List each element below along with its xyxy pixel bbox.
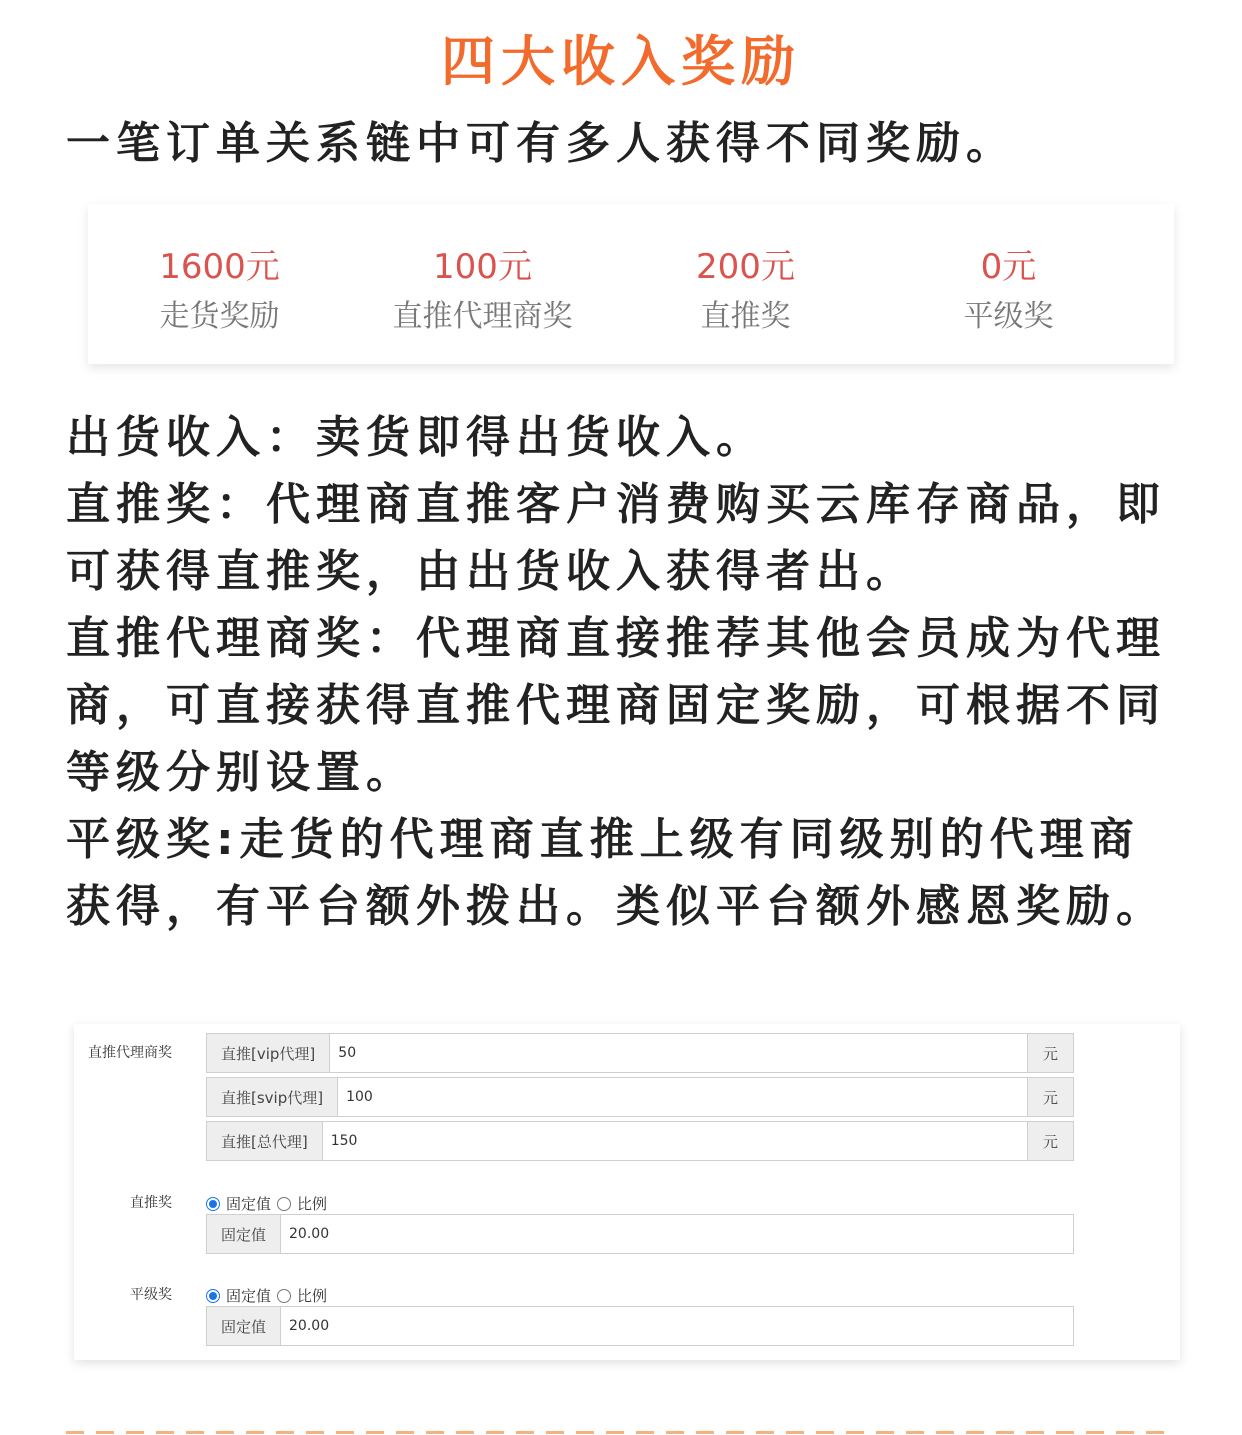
stat-peer-reward [877, 204, 1140, 364]
vip-agent-input-group [206, 1033, 1074, 1073]
dashed-divider [66, 1431, 1176, 1434]
stat-direct-agent-reward [351, 204, 614, 364]
reward-description [66, 404, 1186, 940]
peer-fixed-radio[interactable] [206, 1289, 220, 1303]
general-agent-amount-input[interactable]: 150 [330, 1133, 358, 1149]
unit-addon: 元 [1027, 1034, 1073, 1072]
direct-reward-amount-input[interactable]: 20.00 [289, 1226, 330, 1242]
vip-agent-amount-input[interactable]: 50 [338, 1045, 357, 1061]
desc-direct-reward: 直推奖：代理商直推客户消费购买云库存商品，即可获得直推奖，由出货收入获得者出。 [66, 479, 1166, 597]
stat-label: 走货奖励 [159, 299, 280, 334]
desc-direct-agent-reward: 直推代理商奖：代理商直接推荐其他会员成为代理商，可直接获得直推代理商固定奖励，可根据不同等级分别设置。 [66, 613, 1166, 798]
radio-label: 比例 [297, 1287, 328, 1305]
stat-value: 1600元 [159, 247, 280, 287]
page-subtitle: 一笔订单关系链中可有多人获得不同奖励。 [66, 118, 1016, 169]
stat-label: 平级奖 [963, 299, 1054, 334]
desc-shipping-income: 出货收入：卖货即得出货收入。 [66, 412, 766, 463]
peer-reward-mode [206, 1285, 333, 1306]
direct-reward-mode [206, 1193, 333, 1214]
stat-value: 0元 [980, 247, 1037, 287]
input-addon: 固定值 [207, 1307, 281, 1345]
general-agent-input-group [206, 1121, 1074, 1161]
svip-agent-input-group [206, 1077, 1074, 1117]
peer-reward-label: 平级奖 [130, 1287, 172, 1303]
stat-label: 直推奖 [700, 299, 791, 334]
page-title: 四大收入奖励 [441, 30, 801, 93]
reward-settings-form [74, 1024, 1180, 1360]
radio-label: 固定值 [226, 1195, 272, 1213]
direct-reward-label: 直推奖 [130, 1195, 172, 1211]
peer-reward-amount-input[interactable]: 20.00 [289, 1318, 330, 1334]
peer-reward-input-group [206, 1306, 1074, 1346]
radio-label: 固定值 [226, 1287, 272, 1305]
stat-value: 200元 [696, 247, 795, 287]
desc-peer-reward: 平级奖:走货的代理商直推上级有同级别的代理商获得，有平台额外拨出。类似平台额外感恩奖励。 [66, 814, 1166, 932]
peer-ratio-radio[interactable] [277, 1289, 291, 1303]
input-addon: 直推[总代理] [207, 1122, 323, 1160]
stat-value: 100元 [433, 247, 532, 287]
stat-direct-reward [614, 204, 877, 364]
input-addon: 固定值 [207, 1215, 281, 1253]
unit-addon: 元 [1027, 1078, 1073, 1116]
stat-label: 直推代理商奖 [392, 299, 573, 334]
svip-agent-amount-input[interactable]: 100 [346, 1089, 373, 1105]
direct-ratio-radio[interactable] [277, 1197, 291, 1211]
unit-addon: 元 [1027, 1122, 1073, 1160]
radio-label: 比例 [297, 1195, 328, 1213]
agent-reward-label: 直推代理商奖 [88, 1045, 172, 1061]
input-addon: 直推[svip代理] [207, 1078, 338, 1116]
direct-fixed-radio[interactable] [206, 1197, 220, 1211]
input-addon: 直推[vip代理] [207, 1034, 330, 1072]
stat-shipping-reward [88, 204, 351, 364]
reward-stats-card [88, 204, 1174, 364]
direct-reward-input-group [206, 1214, 1074, 1254]
